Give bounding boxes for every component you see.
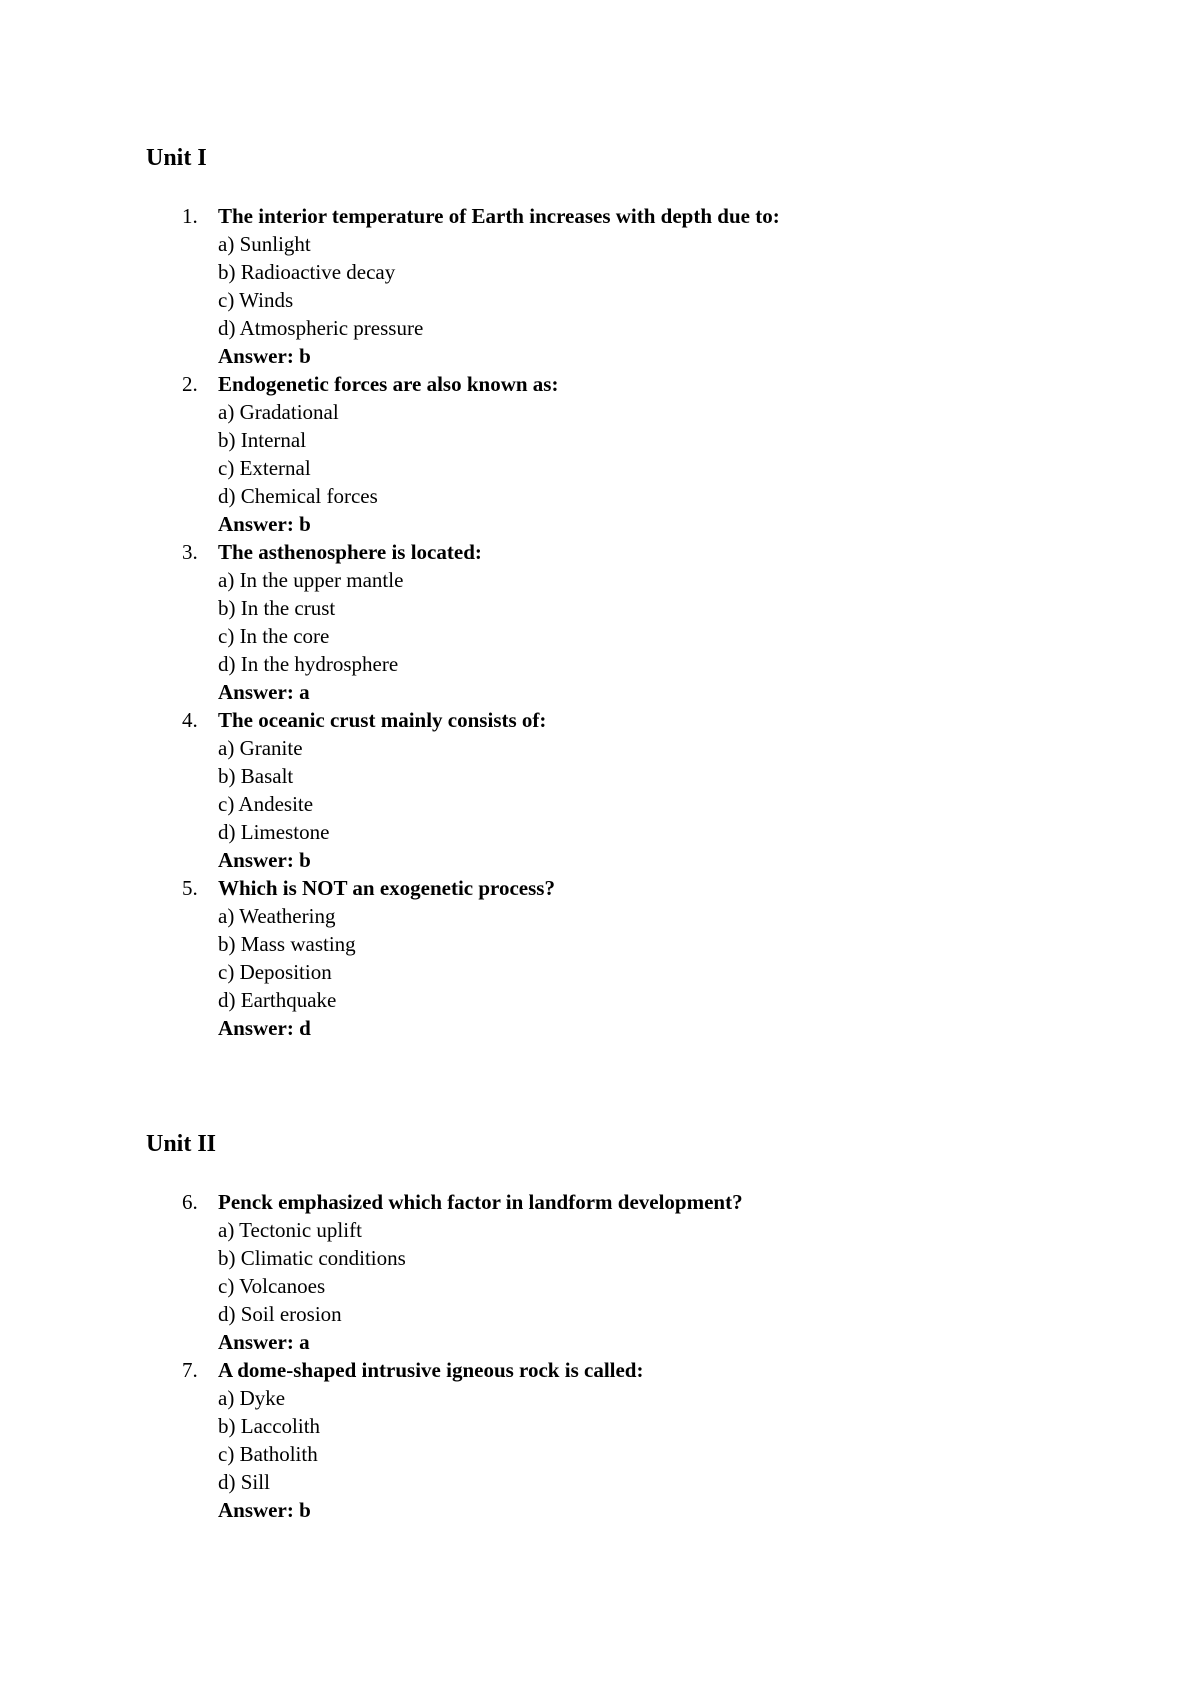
question-text: Which is NOT an exogenetic process? bbox=[218, 876, 555, 900]
option-a: a) Tectonic uplift bbox=[218, 1218, 362, 1242]
question-number: 4. bbox=[182, 708, 198, 732]
question-text: The oceanic crust mainly consists of: bbox=[218, 708, 547, 732]
answer-key: Answer: a bbox=[218, 1330, 310, 1354]
option-d: d) Chemical forces bbox=[218, 484, 378, 508]
option-d: d) Atmospheric pressure bbox=[218, 316, 424, 340]
option-c: c) Andesite bbox=[218, 792, 314, 816]
answer-key: Answer: b bbox=[218, 344, 311, 368]
option-b: b) Climatic conditions bbox=[218, 1246, 406, 1270]
option-b: b) Mass wasting bbox=[218, 932, 356, 956]
option-b: b) Internal bbox=[218, 428, 307, 452]
option-d: d) Sill bbox=[218, 1470, 270, 1494]
question-number: 1. bbox=[182, 204, 198, 228]
question-number: 6. bbox=[182, 1190, 198, 1214]
question-list bbox=[146, 202, 1146, 1042]
unit-title: Unit II bbox=[146, 1131, 217, 1157]
option-d: d) Soil erosion bbox=[218, 1302, 342, 1326]
question-item bbox=[146, 874, 1146, 1042]
question-item bbox=[146, 370, 1146, 538]
question-number: 2. bbox=[182, 372, 198, 396]
option-b: b) In the crust bbox=[218, 596, 336, 620]
option-d: d) In the hydrosphere bbox=[218, 652, 399, 676]
option-b: b) Basalt bbox=[218, 764, 294, 788]
question-list bbox=[146, 1188, 1146, 1524]
question-item bbox=[146, 538, 1146, 706]
option-a: a) In the upper mantle bbox=[218, 568, 404, 592]
question-number: 7. bbox=[182, 1358, 198, 1382]
option-b: b) Laccolith bbox=[218, 1414, 321, 1438]
question-item bbox=[146, 1356, 1146, 1524]
answer-key: Answer: a bbox=[218, 680, 310, 704]
unit-section bbox=[146, 144, 1146, 1042]
option-c: c) External bbox=[218, 456, 311, 480]
question-number: 3. bbox=[182, 540, 198, 564]
question-text: Penck emphasized which factor in landform development? bbox=[218, 1190, 743, 1214]
question-text: Endogenetic forces are also known as: bbox=[218, 372, 559, 396]
answer-key: Answer: b bbox=[218, 848, 311, 872]
option-d: d) Earthquake bbox=[218, 988, 337, 1012]
unit-section bbox=[146, 1130, 1146, 1524]
question-number: 5. bbox=[182, 876, 198, 900]
option-d: d) Limestone bbox=[218, 820, 330, 844]
option-a: a) Dyke bbox=[218, 1386, 286, 1410]
answer-key: Answer: b bbox=[218, 1498, 311, 1522]
answer-key: Answer: b bbox=[218, 512, 311, 536]
unit-title: Unit I bbox=[146, 145, 207, 171]
option-a: a) Gradational bbox=[218, 400, 339, 424]
question-item bbox=[146, 706, 1146, 874]
question-item bbox=[146, 202, 1146, 370]
question-text: The asthenosphere is located: bbox=[218, 540, 482, 564]
option-a: a) Weathering bbox=[218, 904, 336, 928]
question-item bbox=[146, 1188, 1146, 1356]
option-b: b) Radioactive decay bbox=[218, 260, 396, 284]
option-c: c) Volcanoes bbox=[218, 1274, 326, 1298]
option-c: c) Winds bbox=[218, 288, 294, 312]
question-text: The interior temperature of Earth increases with depth due to: bbox=[218, 204, 780, 228]
option-a: a) Sunlight bbox=[218, 232, 311, 256]
answer-key: Answer: d bbox=[218, 1016, 311, 1040]
question-text: A dome-shaped intrusive igneous rock is called: bbox=[218, 1358, 644, 1382]
option-c: c) In the core bbox=[218, 624, 330, 648]
option-c: c) Batholith bbox=[218, 1442, 318, 1466]
option-a: a) Granite bbox=[218, 736, 303, 760]
option-c: c) Deposition bbox=[218, 960, 332, 984]
